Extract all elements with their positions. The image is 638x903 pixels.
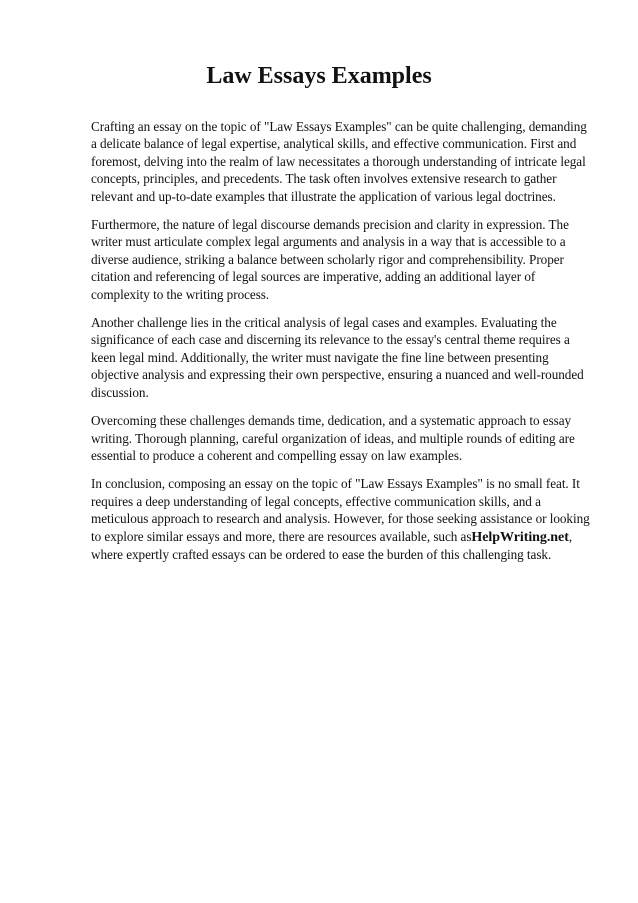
conclusion-text-before: In conclusion, composing an essay on the topic of "Law Essays Examples" is no small feat. It requires a deep understanding of legal concepts, effective communication skills, and a meticulous approach to research and analysis. However, for those seeking assistance or looking to explore similar essays and more, there are resources available, such as	[91, 476, 590, 544]
conclusion-text-after: , where expertly crafted essays can be ordered to ease the burden of this challenging task.	[91, 528, 573, 562]
paragraph-discourse: Furthermore, the nature of legal discourse demands precision and clarity in expression. The writer must articulate complex legal arguments and analysis in a way that is accessible to a diverse audience, striking a balance between scholarly rigor and comprehensibility. Proper citation and referencing of legal sources are imperative, adding an additional layer of complexity to the writing process.	[91, 217, 569, 302]
document-title: Law Essays Examples	[206, 63, 432, 89]
helpwriting-link[interactable]: HelpWriting.net	[471, 529, 569, 545]
paragraph-conclusion	[91, 475, 594, 563]
paragraph-analysis: Another challenge lies in the critical analysis of legal cases and examples. Evaluating the significance of each case and discerning its relevance to the essay's central theme requires a keen legal mind. Additionally, the writer must navigate the fine line between presenting objective analysis and expressing their own perspective, ensuring a nuanced and well-rounded discussion.	[91, 315, 584, 400]
paragraph-intro: Crafting an essay on the topic of "Law Essays Examples" can be quite challenging, demanding a delicate balance of legal expertise, analytical skills, and effective communication. First and foremost, delving into the realm of law necessitates a thorough understanding of intricate legal concepts, principles, and precedents. The task often involves extensive research to gather relevant and up-to-date examples that illustrate the application of various legal doctrines.	[91, 119, 587, 204]
paragraph-overcoming: Overcoming these challenges demands time, dedication, and a systematic approach to essay writing. Thorough planning, careful organization of ideas, and multiple rounds of editing are essential to produce a coherent and compelling essay on law examples.	[91, 413, 575, 463]
document-body	[91, 118, 594, 574]
